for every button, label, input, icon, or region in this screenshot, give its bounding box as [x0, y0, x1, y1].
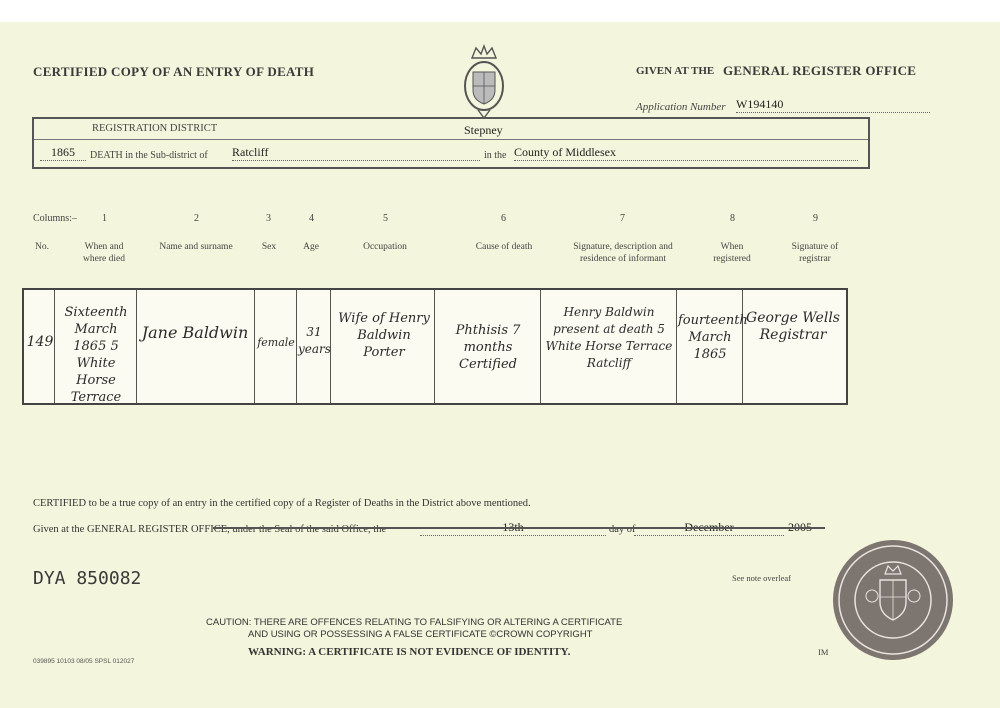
given-at-statement: Given at the GENERAL REGISTER OFFICE, under the Seal of the said Office, the [33, 524, 387, 535]
entry-cause: Phthisis 7 months Certified [455, 323, 521, 372]
column-number: 9 [813, 213, 818, 224]
column-number: 2 [194, 213, 199, 224]
registration-district-label: REGISTRATION DISTRICT [92, 123, 218, 134]
entry-registered: fourteenth March 1865 [678, 313, 748, 362]
certified-year: 2005 [788, 520, 812, 534]
column-number: 7 [620, 213, 625, 224]
certified-day: 13th [420, 520, 606, 536]
county: County of Middlesex [514, 145, 858, 161]
certified-month: December [634, 520, 784, 536]
given-at-prefix: GIVEN AT THE [636, 65, 715, 77]
identity-warning: WARNING: A CERTIFICATE IS NOT EVIDENCE OF IDENTITY. [248, 646, 571, 658]
royal-crest-icon [458, 44, 510, 120]
column-header-occupation: Occupation [363, 242, 407, 252]
column-header-age: Age [303, 242, 319, 252]
print-code: 039895 10103 08/05 SPSL 012027 [33, 658, 135, 665]
registration-district-value: Stepney [464, 123, 503, 137]
column-header-when-where: When and where died [83, 242, 125, 264]
entry-informant: Henry Baldwin present at death 5 White Horse Terrace Ratcliff [545, 305, 673, 370]
in-the-label: in the [484, 150, 507, 161]
application-number-label: Application Number [636, 101, 726, 113]
column-header-no: No. [35, 242, 49, 252]
column-number: 6 [501, 213, 506, 224]
sub-district: Ratcliff [232, 145, 480, 161]
column-header-name: Name and surname [159, 242, 233, 252]
column-number: 8 [730, 213, 735, 224]
box-divider [34, 139, 868, 140]
day-of-label: day of [609, 524, 636, 535]
certified-statement: CERTIFIED to be a true copy of an entry in the certified copy of a Register of Deaths in the District above mentioned. [33, 498, 531, 509]
column-number: 1 [102, 213, 107, 224]
caution-line-1: CAUTION: THERE ARE OFFENCES RELATING TO FALSIFYING OR ALTERING A CERTIFICATE [206, 617, 623, 628]
column-header-registered: When registered [713, 242, 751, 264]
seal-emblem-icon [833, 540, 953, 660]
column-header-cause: Cause of death [475, 242, 533, 252]
entry-sex: female [257, 336, 295, 349]
caution-line-2: AND USING OR POSSESSING A FALSE CERTIFICATE ©CROWN COPYRIGHT [248, 629, 593, 640]
entry-age: 31 years [298, 325, 331, 356]
columns-label: Columns:– [33, 213, 77, 224]
entry-when-where: Sixteenth March 1865 5 White Horse Terrace [64, 305, 128, 405]
gro-title: GENERAL REGISTER OFFICE [723, 63, 917, 78]
entry-row [22, 288, 848, 405]
death-sub-district-label: DEATH in the Sub-district of [90, 150, 208, 161]
entry-occupation: Wife of Henry Baldwin Porter [338, 311, 430, 360]
year: 1865 [40, 145, 86, 161]
certificate-title: CERTIFIED COPY OF AN ENTRY OF DEATH [33, 64, 315, 79]
entry-number: 149 [26, 334, 54, 350]
column-header-registrar: Signature of registrar [791, 242, 839, 264]
column-number: 4 [309, 213, 314, 224]
column-header-sex: Sex [261, 242, 277, 252]
column-number: 5 [383, 213, 388, 224]
gro-seal [833, 540, 953, 660]
see-note-overleaf: See note overleaf [732, 573, 791, 583]
column-header-informant: Signature, description and residence of informant [573, 242, 673, 264]
entry-registrar: George Wells Registrar [746, 310, 840, 343]
certificate-serial: DYA 850082 [33, 568, 142, 589]
application-number: W194140 [736, 97, 930, 113]
registration-district-box [32, 117, 870, 169]
entry-name: Jane Baldwin [141, 323, 249, 342]
column-number: 3 [266, 213, 271, 224]
divider [213, 527, 825, 529]
im-mark: IM [818, 647, 829, 657]
